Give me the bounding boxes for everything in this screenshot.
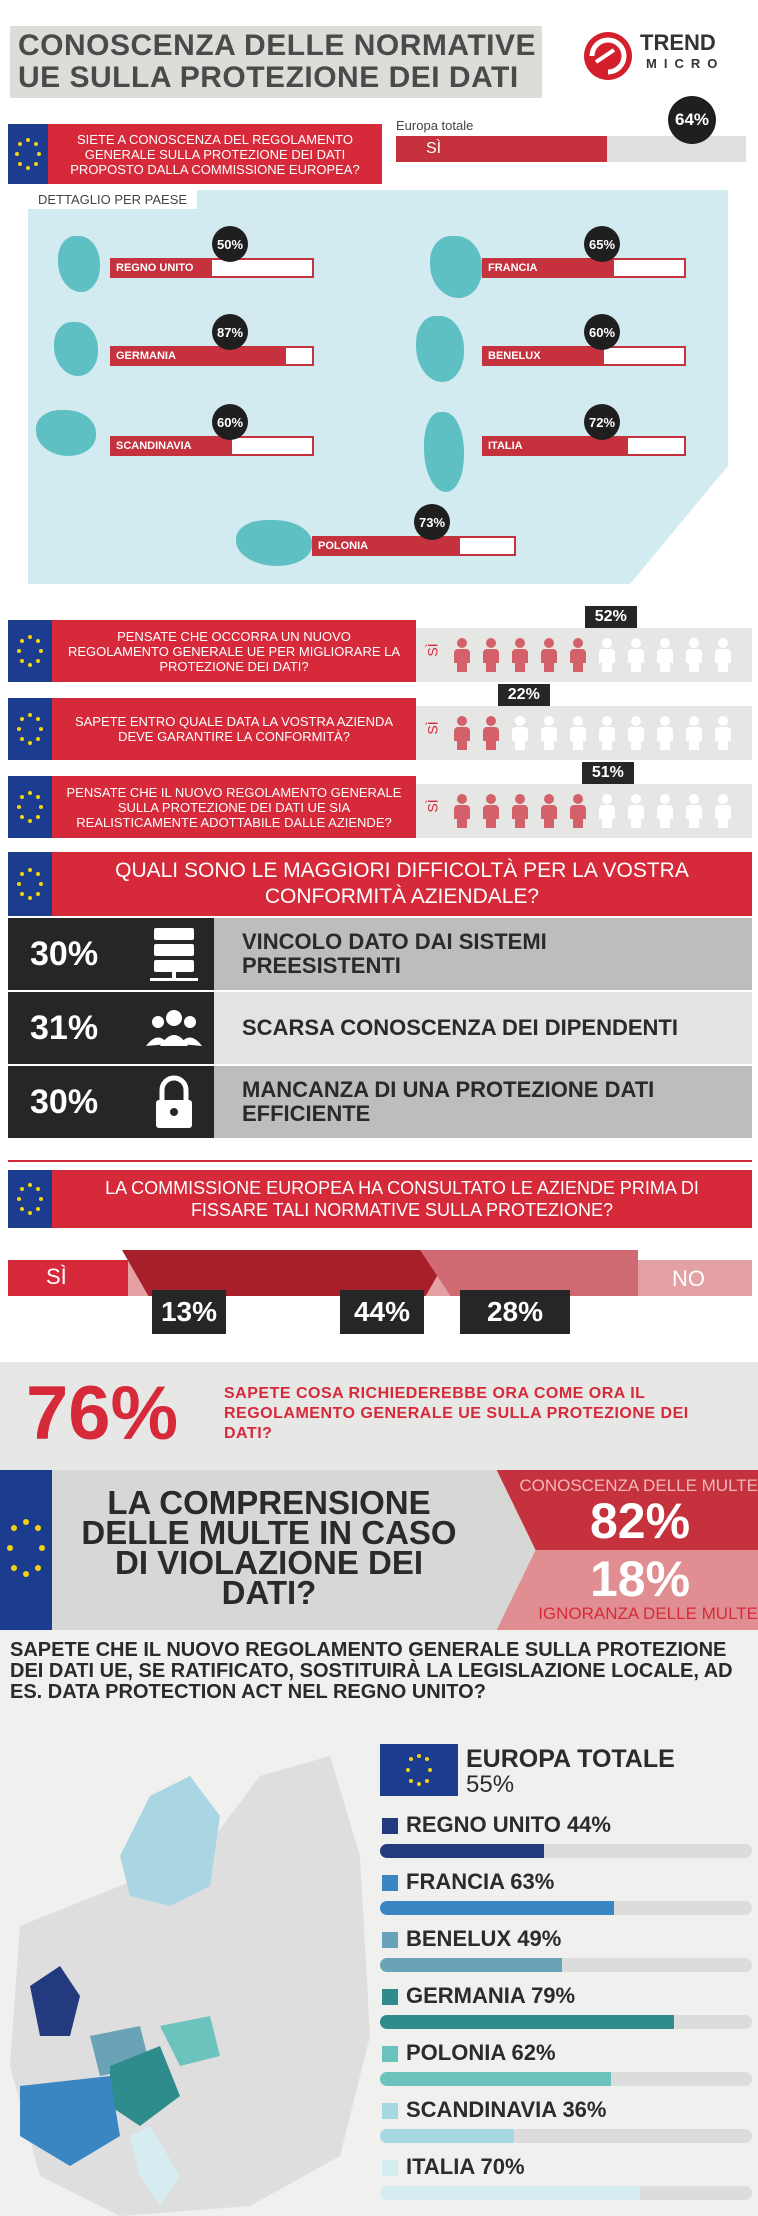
replace-row-label: REGNO UNITO 44% — [406, 1812, 611, 1837]
difficulty-text: MANCANZA DI UNA PROTEZIONE DATI EFFICIENTE — [214, 1066, 752, 1138]
person-icon — [684, 794, 704, 828]
person-icon — [539, 638, 559, 672]
people-icon — [144, 998, 204, 1058]
country-value: 72% — [584, 404, 620, 440]
ignorance-label: IGNORANZA DELLE MULTE — [538, 1604, 758, 1623]
person-icon — [510, 638, 530, 672]
person-icon — [684, 716, 704, 750]
difficulty-value: 30% — [8, 918, 214, 990]
people-icons — [452, 794, 733, 828]
eu-flag-icon — [8, 124, 48, 184]
person-icon — [597, 638, 617, 672]
europe-map — [0, 1736, 370, 2216]
person-icon — [510, 716, 530, 750]
difficulty-text: SCARSA CONOSCENZA DEI DIPENDENTI — [214, 992, 752, 1064]
lock-icon — [144, 1072, 204, 1132]
big-percent: 76% — [26, 1371, 179, 1456]
person-icon — [452, 716, 472, 750]
legend-swatch — [382, 1875, 398, 1891]
country-value: 60% — [584, 314, 620, 350]
country-map-shape — [424, 412, 464, 492]
fines-title: LA COMPRENSIONE DELLE MULTE IN CASO DI VIOLAZIONE DEI DATI? — [81, 1484, 457, 1611]
difficulty-value: 31% — [8, 992, 214, 1064]
person-icon — [568, 794, 588, 828]
consultation-yes-segment — [8, 1260, 128, 1296]
person-icon — [626, 794, 646, 828]
legend-swatch — [382, 2160, 398, 2176]
country-name: POLONIA — [314, 538, 372, 554]
replace-row-fill — [380, 1958, 562, 1972]
replace-row-label: ITALIA 70% — [406, 2154, 525, 2179]
replace-row-label: BENELUX 49% — [406, 1926, 562, 1951]
replace-row-fill — [380, 1901, 614, 1915]
legend-swatch — [382, 2046, 398, 2062]
person-icon — [626, 716, 646, 750]
people-question: SAPETE ENTRO QUALE DATA LA VOSTRA AZIENDA DEVE GARANTIRE LA CONFORMITÀ? — [52, 698, 416, 760]
eu-flag-icon — [8, 620, 52, 682]
server-icon — [144, 924, 204, 984]
replace-row-label: SCANDINAVIA 36% — [406, 2097, 607, 2122]
eu-flag-icon — [0, 1470, 52, 1630]
consultation-value-no: 28% — [460, 1290, 570, 1334]
person-icon — [539, 794, 559, 828]
q1-question: SIETE A CONOSCENZA DEL REGOLAMENTO GENERALE SULLA PROTEZIONE DEI DATI PROPOSTO DALLA COMMISSIONE EUROPEA? — [48, 124, 382, 184]
person-icon — [713, 794, 733, 828]
people-value: 52% — [585, 606, 637, 628]
consultation-value-yes: 13% — [152, 1290, 226, 1334]
person-icon — [568, 638, 588, 672]
country-name: BENELUX — [484, 348, 545, 364]
country-value: 87% — [212, 314, 248, 350]
person-icon — [510, 794, 530, 828]
replace-row-label: POLONIA 62% — [406, 2040, 556, 2065]
people-yes-label: SÌ — [424, 799, 441, 813]
legend-swatch — [382, 2103, 398, 2119]
eu-flag-icon — [8, 852, 52, 916]
replace-question: SAPETE CHE IL NUOVO REGOLAMENTO GENERALE SULLA PROTEZIONE DEI DATI UE, SE RATIFICATO, SOSTITUIRÀ LA LEGISLAZIONE LOCALE, AD ES. DATA PROTECTION ACT NEL REGNO UNITO? — [10, 1639, 733, 1703]
replace-row-fill — [380, 2015, 674, 2029]
country-value: 60% — [212, 404, 248, 440]
person-icon — [481, 794, 501, 828]
legend-swatch — [382, 1989, 398, 2005]
person-icon — [452, 794, 472, 828]
country-name: SCANDINAVIA — [112, 438, 196, 454]
eu-flag-icon — [8, 776, 52, 838]
eu-flag-icon — [8, 1170, 52, 1228]
difficulty-value: 30% — [8, 1066, 214, 1138]
person-icon — [655, 794, 675, 828]
person-icon — [713, 716, 733, 750]
country-name: GERMANIA — [112, 348, 180, 364]
person-icon — [568, 716, 588, 750]
person-icon — [655, 638, 675, 672]
replace-row-fill — [380, 1844, 544, 1858]
trend-micro-logo-icon — [584, 32, 632, 80]
person-icon — [597, 716, 617, 750]
europe-total-label: Europa totale — [396, 118, 474, 133]
difficulties-question: QUALI SONO LE MAGGIORI DIFFICOLTÀ PER LA VOSTRA CONFORMITÀ AZIENDALE? — [52, 852, 752, 916]
replace-row-label: FRANCIA 63% — [406, 1869, 555, 1894]
person-icon — [713, 638, 733, 672]
europe-total-value: 64% — [668, 96, 716, 144]
country-detail-label: DETTAGLIO PER PAESE — [28, 190, 197, 209]
people-yes-label: SÌ — [424, 643, 441, 657]
europe-yes-label: SÌ — [426, 140, 442, 157]
page-title: CONOSCENZA DELLE NORMATIVE UE SULLA PROTEZIONE DEI DATI — [18, 29, 537, 94]
europe-total-value-2: 55% — [466, 1771, 515, 1798]
person-icon — [481, 638, 501, 672]
divider — [8, 1160, 752, 1162]
people-question: PENSATE CHE IL NUOVO REGOLAMENTO GENERALE SULLA PROTEZIONE DEI DATI UE SIA REALISTICAMENTE ADOTTABILE DALLE AZIENDE? — [52, 776, 416, 838]
people-question: PENSATE CHE OCCORRA UN NUOVO REGOLAMENTO GENERALE UE PER MIGLIORARE LA PROTEZIONE DEI DATI? — [52, 620, 416, 682]
logo-brand: TREND — [640, 30, 716, 55]
country-map-shape — [54, 322, 98, 376]
consultation-value-unsure: 44% — [340, 1290, 424, 1334]
country-map-shape — [58, 236, 100, 292]
legend-swatch — [382, 1932, 398, 1948]
country-value: 65% — [584, 226, 620, 262]
country-name: FRANCIA — [484, 260, 542, 276]
person-icon — [597, 794, 617, 828]
country-value: 50% — [212, 226, 248, 262]
consultation-yes-label: SÌ — [46, 1264, 67, 1289]
replace-row-fill — [380, 2072, 611, 2086]
country-value: 73% — [414, 504, 450, 540]
people-value: 51% — [582, 762, 634, 784]
logo-sub: MICRO — [646, 56, 725, 71]
difficulty-text: VINCOLO DATO DAI SISTEMI PREESISTENTI — [214, 918, 752, 990]
person-icon — [626, 638, 646, 672]
people-icons — [452, 638, 733, 672]
person-icon — [684, 638, 704, 672]
eu-flag-icon — [8, 698, 52, 760]
person-icon — [452, 638, 472, 672]
person-icon — [655, 716, 675, 750]
replace-row-label: GERMANIA 79% — [406, 1983, 576, 2008]
replace-row-fill — [380, 2129, 514, 2143]
eu-flag-icon — [380, 1744, 458, 1796]
consultation-no-label: NO — [672, 1266, 705, 1291]
country-name: REGNO UNITO — [112, 260, 197, 276]
country-name: ITALIA — [484, 438, 527, 454]
replace-row-fill — [380, 2186, 640, 2200]
knowledge-label: CONOSCENZA DELLE MULTE — [519, 1476, 758, 1495]
person-icon — [481, 716, 501, 750]
consultation-question: LA COMMISSIONE EUROPEA HA CONSULTATO LE AZIENDE PRIMA DI FISSARE TALI NORMATIVE SULLA PROTEZIONE? — [52, 1170, 752, 1228]
ignorance-value: 18% — [589, 1551, 691, 1607]
europe-total-label-2: EUROPA TOTALE — [466, 1745, 675, 1773]
knowledge-value: 82% — [589, 1493, 691, 1549]
people-yes-label: SÌ — [424, 721, 441, 735]
people-value: 22% — [498, 684, 550, 706]
big-question: SAPETE COSA RICHIEDEREBBE ORA COME ORA IL REGOLAMENTO GENERALE UE SULLA PROTEZIONE DEI DATI? — [224, 1385, 689, 1442]
person-icon — [539, 716, 559, 750]
country-detail-panel — [28, 190, 728, 584]
people-icons — [452, 716, 733, 750]
legend-swatch — [382, 1818, 398, 1834]
